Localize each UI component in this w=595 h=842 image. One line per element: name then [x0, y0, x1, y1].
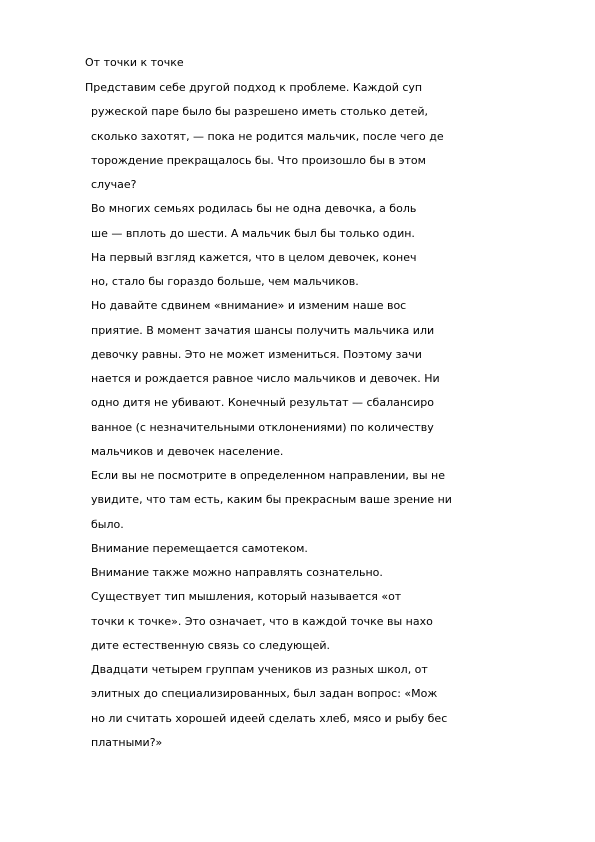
text-line: Внимание перемещается самотеком.: [91, 541, 308, 555]
text-line: На первый взгляд кажется, что в целом девочек, конеч: [91, 250, 417, 264]
text-line: Но давайте сдвинем «внимание» и изменим наше вос: [91, 299, 407, 313]
text-line: дите естественную связь со следующей.: [91, 638, 331, 652]
document-title: От точки к точке: [85, 56, 184, 69]
text-line: мальчиков и девочек население.: [91, 444, 284, 458]
text-line: платными?»: [91, 735, 163, 749]
text-line: было.: [91, 517, 124, 531]
text-line: увидите, что там есть, каким бы прекрасным ваше зрение ни: [91, 493, 452, 507]
text-line: сколько захотят, — пока не родится мальчик, после чего де: [91, 129, 444, 143]
text-line: торождение прекращалось бы. Что произошло бы в этом: [91, 153, 426, 167]
text-line: ружеской паре было бы разрешено иметь столько детей,: [91, 105, 429, 119]
text-line: случае?: [91, 178, 137, 191]
text-line: Представим себе другой подход к проблеме. Каждой суп: [85, 81, 423, 94]
text-line: ванное (с незначительными отклонениями) по количеству: [91, 420, 434, 434]
text-line: точки к точке». Это означает, что в каждой точке вы нахо: [91, 614, 433, 628]
text-line: Двадцати четырем группам учеников из разных школ, от: [91, 663, 428, 676]
text-line: Если вы не посмотрите в определенном направлении, вы не: [91, 469, 445, 482]
text-line: нается и рождается равное число мальчиков и девочек. Ни: [91, 372, 440, 385]
text-line: ше — вплоть до шести. А мальчик был бы только один.: [91, 226, 415, 240]
text-line: элитных до специализированных, был задан вопрос: «Мож: [91, 687, 438, 701]
text-line: но ли считать хорошей идеей сделать хлеб, мясо и рыбу бес: [91, 711, 448, 725]
document-body: [85, 81, 565, 760]
text-line: девочку равны. Это не может измениться. Поэтому зачи: [91, 347, 422, 361]
text-line: приятие. В момент зачатия шансы получить мальчика или: [91, 323, 435, 337]
text-line: Во многих семьях родилась бы не одна девочка, а боль: [91, 202, 417, 216]
text-line: одно дитя не убивают. Конечный результат — сбалансиро: [91, 396, 434, 410]
text-line: но, стало бы гораздо больше, чем мальчиков.: [91, 275, 359, 288]
text-line: Внимание также можно направлять сознательно.: [91, 566, 383, 579]
text-line: Существует тип мышления, который называется «от: [91, 590, 402, 604]
